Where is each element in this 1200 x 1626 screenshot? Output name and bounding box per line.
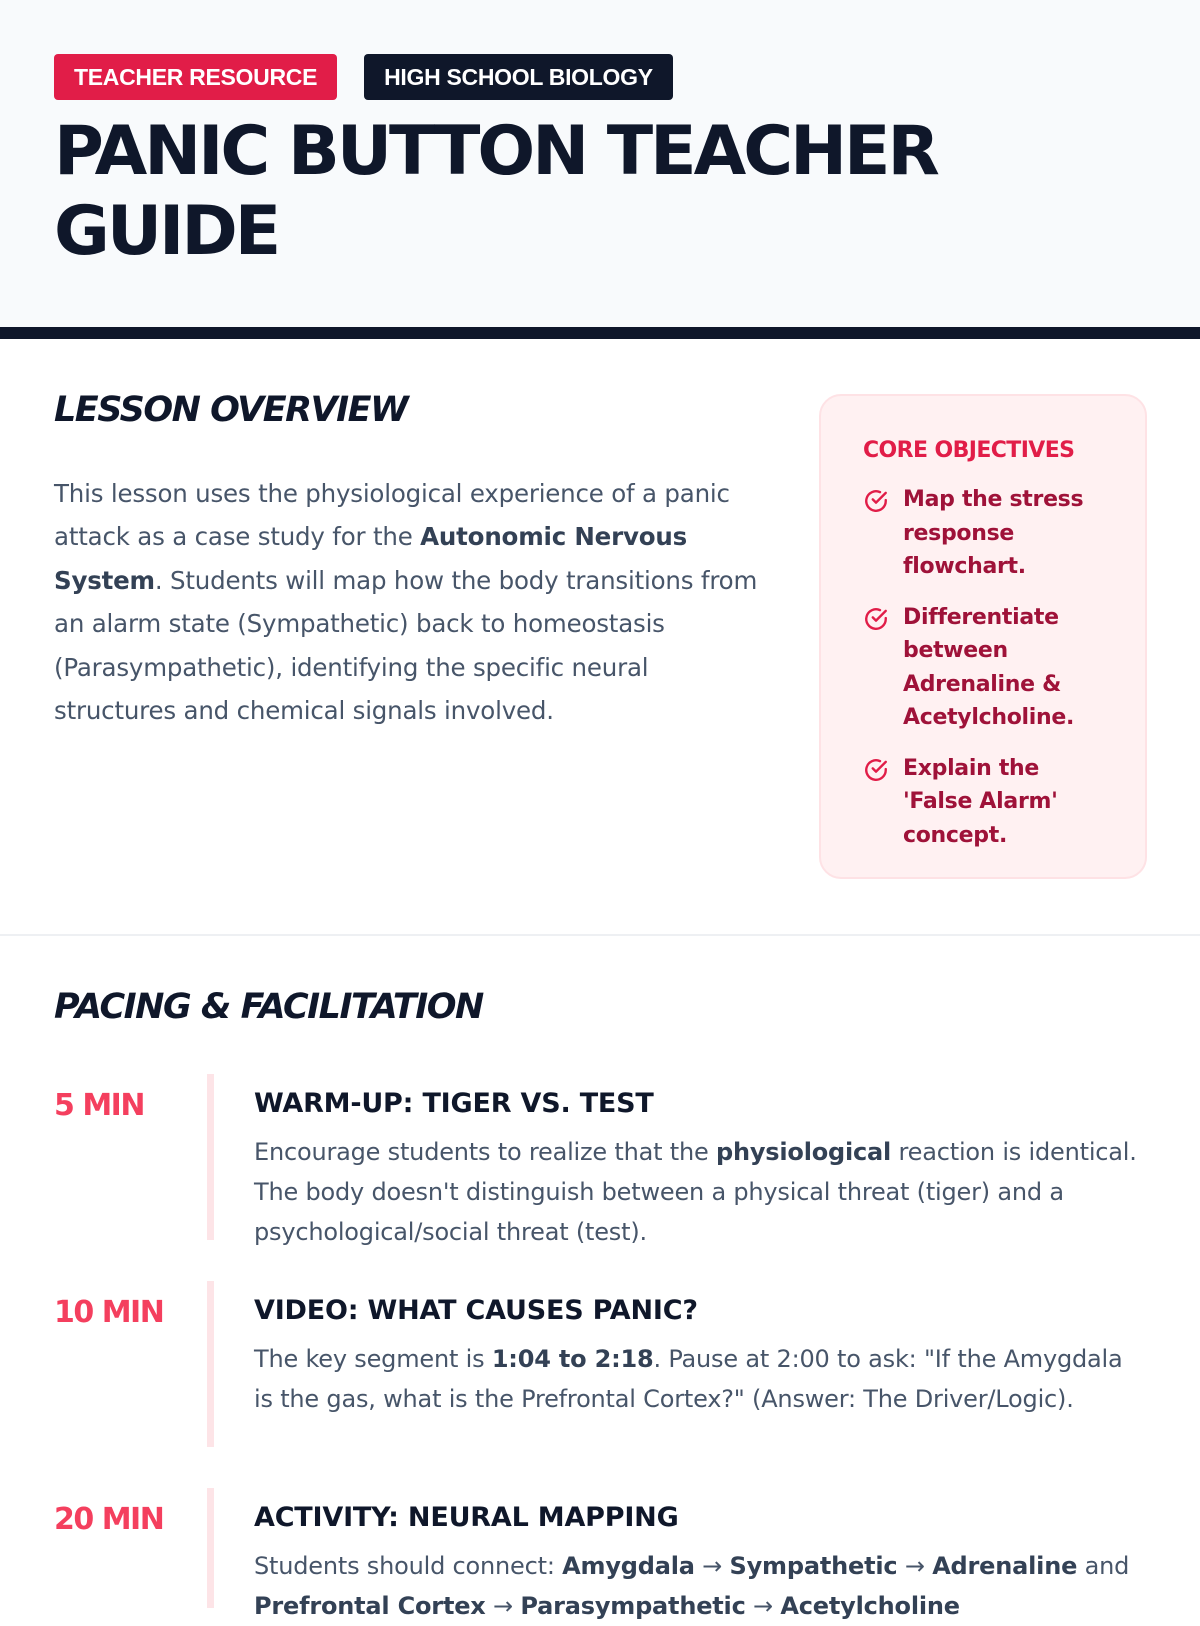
desc-arrow: → — [897, 1552, 933, 1580]
step-duration: 5 MIN — [54, 1088, 144, 1123]
step-title: VIDEO: WHAT CAUSES PANIC? — [254, 1295, 698, 1326]
desc-bold: physiological — [716, 1138, 892, 1166]
desc-bold: Parasympathetic — [520, 1592, 746, 1620]
desc-part: . Pause at 2:00 to ask: "If the Amygdala is the gas, what is the Prefrontal Cortex?" (Answer: The Driver/Logic). — [254, 1345, 1123, 1413]
desc-part: reaction is identical. The body doesn't distinguish between a physical threat (tiger) and a psychological/social threat (test). — [254, 1138, 1137, 1246]
section-divider — [0, 934, 1200, 936]
timeline-bar — [207, 1281, 214, 1447]
desc-arrow: → — [485, 1592, 521, 1620]
timeline-bar — [207, 1488, 214, 1608]
check-circle-icon — [863, 606, 889, 632]
tag-list — [54, 54, 673, 100]
page-header — [0, 0, 1200, 339]
step-description — [254, 1132, 1144, 1252]
objective-item — [863, 604, 1115, 735]
lesson-overview-heading: LESSON OVERVIEW — [54, 390, 408, 430]
desc-bold: Adrenaline — [932, 1552, 1078, 1580]
step-description — [254, 1339, 1144, 1419]
desc-bold: Sympathetic — [729, 1552, 898, 1580]
tag-teacher-resource: TEACHER RESOURCE — [54, 54, 337, 100]
desc-arrow: → — [694, 1552, 730, 1580]
desc-bold: Prefrontal Cortex — [254, 1592, 486, 1620]
step-description — [254, 1546, 1144, 1626]
lesson-overview-text — [54, 472, 770, 732]
core-objectives-title: CORE OBJECTIVES — [863, 438, 1075, 463]
desc-part: and — [1077, 1552, 1130, 1580]
objective-text: Differentiate between Adrenaline & Acetylcholine. — [903, 604, 1075, 730]
overview-text-part: . Students will map how the body transitions from an alarm state (Sympathetic) back to homeostasis (Parasympathetic), identifying the specific neural structures and chemical signals involved. — [54, 565, 758, 726]
desc-part: Students should connect: — [254, 1552, 563, 1580]
desc-arrow: → — [745, 1592, 781, 1620]
objective-item — [863, 486, 1115, 584]
desc-bold: 1:04 to 2:18 — [491, 1345, 654, 1373]
step-title: WARM-UP: TIGER VS. TEST — [254, 1088, 654, 1119]
page-title: PANIC BUTTON TEACHER GUIDE — [54, 112, 937, 271]
objective-text: Map the stress response flowchart. — [903, 487, 1084, 579]
core-objectives-card — [819, 394, 1147, 879]
objective-item — [863, 755, 1115, 853]
desc-bold: Acetylcholine — [780, 1592, 960, 1620]
step-duration: 10 MIN — [54, 1295, 164, 1330]
desc-part: Encourage students to realize that the — [254, 1138, 716, 1166]
overview-text-part: This lesson uses the physiological experience of a panic attack as a case study for the — [54, 479, 730, 552]
tag-high-school-biology: HIGH SCHOOL BIOLOGY — [364, 54, 673, 100]
pacing-heading: PACING & FACILITATION — [54, 987, 483, 1027]
desc-part: The key segment is — [254, 1345, 492, 1373]
step-title: ACTIVITY: NEURAL MAPPING — [254, 1502, 679, 1533]
step-duration: 20 MIN — [54, 1502, 164, 1537]
overview-text-bold: Autonomic Nervous System — [54, 522, 688, 595]
timeline-bar — [207, 1074, 214, 1240]
desc-bold: Amygdala — [562, 1552, 695, 1580]
check-circle-icon — [863, 757, 889, 783]
check-circle-icon — [863, 488, 889, 514]
objective-text: Explain the 'False Alarm' concept. — [903, 755, 1058, 848]
